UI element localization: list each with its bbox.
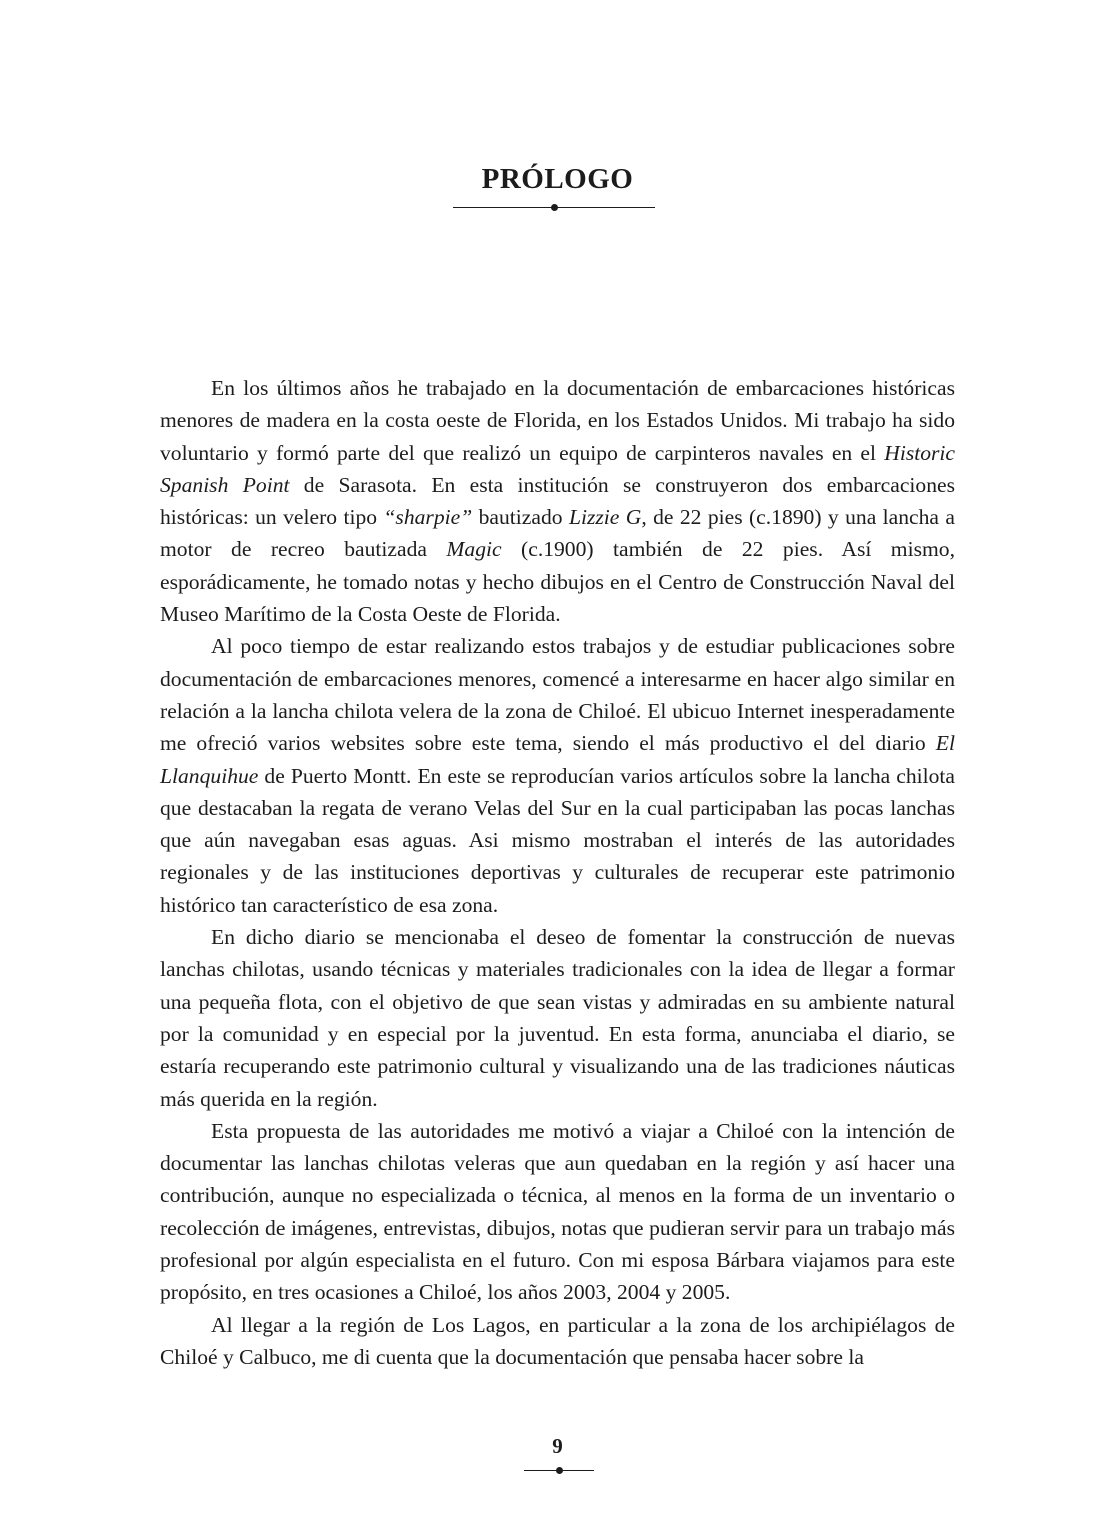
text-run: , de 22 pies (c.1890) y una lancha a motor de recreo bautizada: [160, 505, 955, 562]
page-number: 9: [552, 1434, 563, 1458]
ornament-dot: [556, 1467, 563, 1474]
title-ornament: [453, 203, 655, 213]
text-run: Al poco tiempo de estar realizando estos trabajos y de estudiar publicaciones sobre documentación de embarcaciones menores, comencé a interesarme en hacer algo similar en relación a la lancha chilota velera de la zona de Chiloé. El ubicuo Internet inesperadamente me ofreció varios websites sobre este tema, siendo el más productivo el del diario: [160, 634, 955, 756]
text-run: (c.1900) también de 22 pies. Así mismo, esporádicamente, he tomado notas y hecho dibujos en el Centro de Construcción Naval del Museo Marítimo de la Costa Oeste de Florida.: [160, 537, 955, 627]
paragraph: [160, 1309, 955, 1374]
italic-text: Lizzie G: [568, 505, 642, 530]
paragraph: [160, 921, 955, 1115]
text-run: Al llegar a la región de Los Lagos, en particular a la zona de los archipiélagos de Chiloé y Calbuco, me di cuenta que la documentación que pensaba hacer sobre la: [160, 1312, 955, 1369]
paragraph: [160, 1115, 955, 1309]
italic-text: Historic Spanish Point: [160, 440, 955, 497]
text-run: En los últimos años he trabajado en la documentación de embarcaciones históricas menores de madera en la costa oeste de Florida, en los Estados Unidos. Mi trabajo ha sido voluntario y formó parte del que realizó un equipo de carpinteros navales en el: [160, 376, 955, 465]
paragraph: [160, 630, 955, 921]
text-run: Esta propuesta de las autoridades me motivó a viajar a Chiloé con la intención de documentar las lanchas chilotas veleras que aun quedaban en la región y así hacer una contribución, aunque no especializada o técnica, al menos en la forma de un inventario o recolección de imágenes, entrevistas, dibujos, notas que pudieran servir para un trabajo más profesional por algún especialista en el futuro. Con mi esposa Bárbara viajamos para este propósito, en tres ocasiones a Chiloé, los años 2003, 2004 y 2005.: [160, 1118, 955, 1305]
text-run: En dicho diario se mencionaba el deseo de fomentar la construcción de nuevas lanchas chilotas, usando técnicas y materiales tradicionales con la idea de llegar a formar una pequeña flota, con el objetivo de que sean vistas y admiradas en su ambiente natural por la comunidad y en especial por la juventud. En esta forma, anunciaba el diario, se estaría recuperando este patrimonio cultural y visualizando una de las tradiciones náuticas más querida en la región.: [160, 925, 955, 1111]
text-run: de Puerto Montt. En este se reproducían varios artículos sobre la lancha chilota que destacaban la regata de verano Velas del Sur en la cual participaban las pocas lanchas que aún navegaban esas aguas. Asi mismo mostraban el interés de las autoridades regionales y de las instituciones deportivas y culturales de recuperar este patrimonio histórico tan característico de esa zona.: [160, 763, 955, 917]
text-run: de Sarasota. En esta institución se construyeron dos embarcaciones históricas: un velero tipo: [160, 472, 955, 530]
footer-ornament: [524, 1466, 594, 1476]
italic-text: “sharpie”: [383, 505, 473, 530]
body-text: [160, 372, 955, 1373]
page-title: PRÓLOGO: [481, 163, 634, 196]
paragraph: [160, 372, 955, 630]
text-run: bautizado: [472, 505, 569, 530]
italic-text: Magic: [446, 537, 502, 562]
italic-text: El Llanquihue: [160, 731, 955, 788]
ornament-dot: [551, 204, 558, 211]
